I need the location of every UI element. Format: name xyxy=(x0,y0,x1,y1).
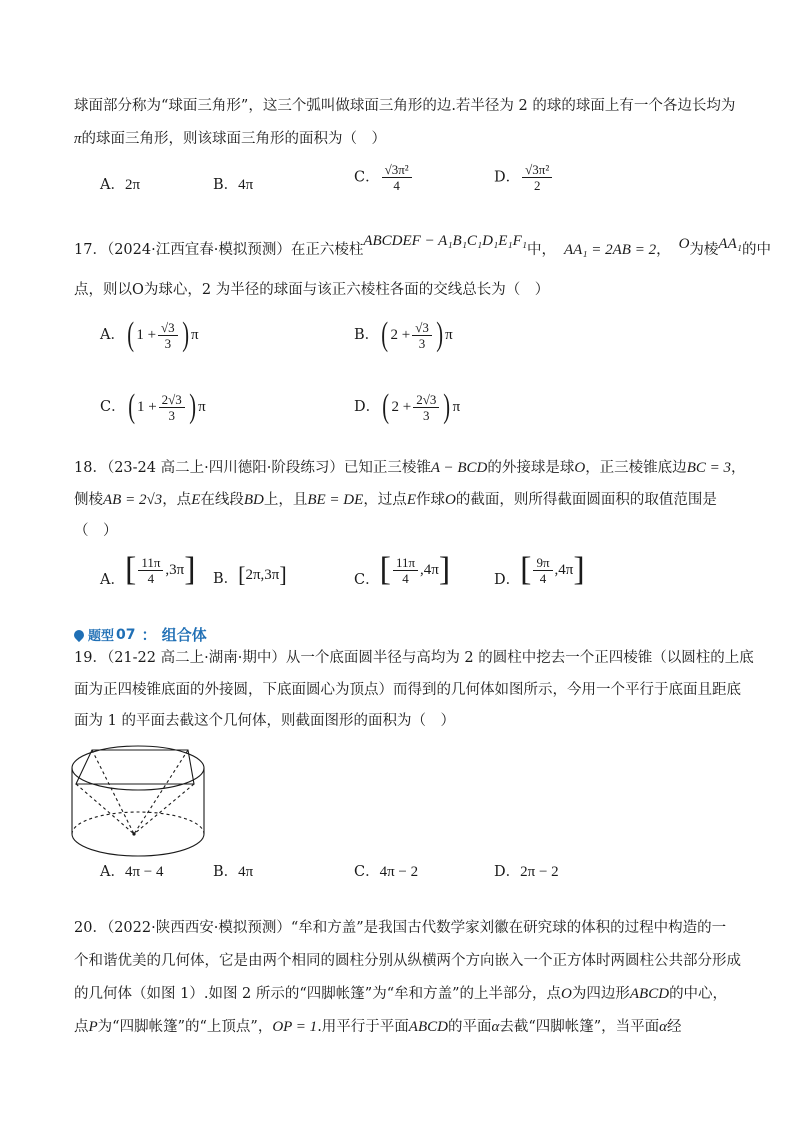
text: 点 xyxy=(74,1019,89,1035)
p18-option-d[interactable] xyxy=(494,553,585,590)
p19-option-b[interactable] xyxy=(213,862,253,882)
point-p: P xyxy=(88,1019,98,1035)
option-label: C． xyxy=(100,399,126,415)
option-value: 2π − 2 xyxy=(520,864,559,880)
option-value: 4π − 4 xyxy=(124,864,164,880)
p17-option-c[interactable] xyxy=(100,390,206,424)
prism-formula: ABCDEF − A₁B₁C₁D₁E₁F₁ xyxy=(363,233,527,249)
option-label: C． xyxy=(354,169,380,186)
option-value: 4π − 2 xyxy=(379,864,419,880)
p16-option-c[interactable] xyxy=(354,162,414,193)
text: ， xyxy=(730,460,746,476)
p19-line1: 19．（21-22 高二上·湖南·期中）从一个底面圆半径与高均为 2 的圆柱中挖去一个正四棱锥（以圆柱的上底 xyxy=(74,650,754,666)
p18-line3: （ ） xyxy=(74,523,118,539)
text: 去截“四脚帐篷”，当平面 xyxy=(499,1019,660,1035)
p16-option-a[interactable] xyxy=(100,175,140,195)
p16-line1: 球面部分称为“球面三角形”，这三个弧叫做球面三角形的边.若半径为 2 的球的球面上有一个各边长均为 xyxy=(74,98,736,114)
text: ， xyxy=(656,242,671,258)
p19-option-c[interactable] xyxy=(354,862,418,882)
plane-alpha: α xyxy=(659,1019,668,1035)
text: ，过点 xyxy=(363,492,407,508)
option-label: A． xyxy=(100,864,125,880)
bracket-expression: [ 2π,3π ] xyxy=(238,562,287,587)
option-label: D． xyxy=(494,864,521,880)
point-o: O xyxy=(444,492,456,508)
be-de-formula: BE = DE xyxy=(307,492,364,508)
text: 的几何体（如图 1）.如图 2 所示的“四脚帐篷”为“牟和方盖”的上半部分，点 xyxy=(74,986,562,1002)
p20-line4 xyxy=(74,1017,682,1037)
text: 侧棱 xyxy=(74,492,103,508)
point-o: O xyxy=(678,236,690,252)
p17-option-d[interactable] xyxy=(354,390,460,424)
p19-line3: 面为 1 的平面去截这个几何体，则截面图形的面积为（ ） xyxy=(74,713,455,729)
text: 的外接球是球 xyxy=(487,460,575,476)
text: 为“四脚帐篷”的“上顶点”， xyxy=(97,1019,273,1035)
text: 经 xyxy=(667,1019,682,1035)
option-value: 4π xyxy=(238,177,254,193)
option-value: 4π xyxy=(238,864,254,880)
segment-bd: BD xyxy=(243,492,264,508)
p18-option-a[interactable] xyxy=(100,553,196,590)
option-label: D． xyxy=(354,399,381,415)
text: 为四边形 xyxy=(571,986,630,1002)
bracket-expression: [ $\frac{11\pi}{4}$ ,4π ] xyxy=(379,551,451,588)
p17-line1 xyxy=(74,233,771,260)
option-value: 2π xyxy=(124,177,141,193)
fraction: $\frac{\text{√3π²}}{4}$ xyxy=(382,162,412,193)
text: 在线段 xyxy=(200,492,244,508)
op-formula: OP = 1 xyxy=(272,1019,318,1035)
p18-option-c[interactable] xyxy=(354,553,450,590)
text: 为棱 xyxy=(689,242,719,258)
bc-formula: BC = 3 xyxy=(686,460,731,476)
paren-expression: ( 1 + $\frac{√3}{3}$ ) π xyxy=(127,316,199,353)
text: 的中 xyxy=(741,242,771,258)
condition-formula: AA₁ = 2AB = 2 xyxy=(563,242,657,258)
text: 18．（23-24 高二上·四川德阳·阶段练习）已知正三棱锥 xyxy=(74,460,431,476)
paren-expression: ( 2 + $\frac{√3}{3}$ ) π xyxy=(381,316,453,353)
text: 作球 xyxy=(415,492,445,508)
ab-formula: AB = 2√3 xyxy=(103,492,163,508)
option-label: D． xyxy=(494,169,521,186)
point-o: O xyxy=(574,460,586,476)
section-heading xyxy=(74,624,207,645)
text: ，正三棱锥底边 xyxy=(585,460,687,476)
plane-alpha: α xyxy=(491,1019,500,1035)
p16-option-d[interactable] xyxy=(494,162,554,193)
point-e: E xyxy=(406,492,416,508)
cylinder-pyramid-figure xyxy=(68,738,214,862)
p20-line3 xyxy=(74,984,727,1004)
location-pin-icon xyxy=(72,627,86,641)
p20-line2: 个和谐优美的几何体，它是由两个相同的圆柱分别从纵横两个方向嵌入一个正方体时两圆柱公共部分形成 xyxy=(74,953,741,969)
option-label: B． xyxy=(213,864,239,880)
text: .用平行于平面 xyxy=(317,1019,409,1035)
p19-option-d[interactable] xyxy=(494,862,559,882)
point-e: E xyxy=(191,492,201,508)
p18-line2 xyxy=(74,490,717,510)
option-label: A． xyxy=(100,177,125,193)
option-label: C． xyxy=(354,572,380,588)
heading-title: ： 组合体 xyxy=(141,626,207,644)
p17-option-a[interactable] xyxy=(100,318,199,352)
p17-lead: 17．（2024·江西宜春·模拟预测）在正六棱柱 xyxy=(74,242,364,258)
option-label: B． xyxy=(213,177,239,193)
paren-expression: ( 2 + $\frac{2√3}{3}$ ) π xyxy=(382,388,461,425)
edge-aa1: AA₁ xyxy=(718,236,742,252)
p18-option-b[interactable] xyxy=(213,558,287,592)
heading-prefix: 题型 xyxy=(88,629,115,644)
pyramid-formula: A − BCD xyxy=(430,460,488,476)
point-o: O xyxy=(561,986,572,1002)
option-label: C． xyxy=(354,864,380,880)
option-label: A． xyxy=(100,327,125,343)
option-label: B． xyxy=(213,571,239,587)
p16-line2 xyxy=(74,129,386,149)
option-label: A． xyxy=(100,572,125,588)
text: 的截面，则所得截面圆面积的取值范围是 xyxy=(455,492,717,508)
text: ，点 xyxy=(162,492,192,508)
p18-line1 xyxy=(74,458,745,478)
bracket-expression: [ $\frac{9\pi}{4}$ ,4π ] xyxy=(520,551,585,588)
p16-line2-text: 的球面三角形，则该球面三角形的面积为（ ） xyxy=(81,131,387,147)
text: 的平面 xyxy=(447,1019,492,1035)
text: 中， xyxy=(526,242,556,258)
plane-abcd: ABCD xyxy=(408,1019,448,1035)
p19-option-a[interactable] xyxy=(100,862,164,882)
option-label: B． xyxy=(354,327,380,343)
p17-line2: 点，则以O为球心，2 为半径的球面与该正六棱柱各面的交线总长为（ ） xyxy=(74,282,550,298)
text: 的中心， xyxy=(669,986,728,1002)
p16-option-b[interactable] xyxy=(213,175,253,195)
quad-abcd: ABCD xyxy=(629,986,670,1002)
option-label: D． xyxy=(494,572,521,588)
pi-symbol: π xyxy=(74,131,82,147)
heading-number: 07 xyxy=(116,626,136,643)
paren-expression: ( 1 + $\frac{2√3}{3}$ ) π xyxy=(127,388,206,425)
p19-line2: 面为正四棱锥底面的外接圆，下底面圆心为顶点）而得到的几何体如图所示，今用一个平行于底面且距底 xyxy=(74,682,741,698)
bracket-expression: [ $\frac{11\pi}{4}$ ,3π ] xyxy=(124,551,196,588)
p20-line1: 20．（2022·陕西西安·模拟预测）“牟和方盖”是我国古代数学家刘徽在研究球的体积的过程中构造的一 xyxy=(74,920,727,936)
text: 上，且 xyxy=(263,492,308,508)
fraction: $\frac{\text{√3π²}}{2}$ xyxy=(522,162,552,193)
p17-option-b[interactable] xyxy=(354,318,453,352)
